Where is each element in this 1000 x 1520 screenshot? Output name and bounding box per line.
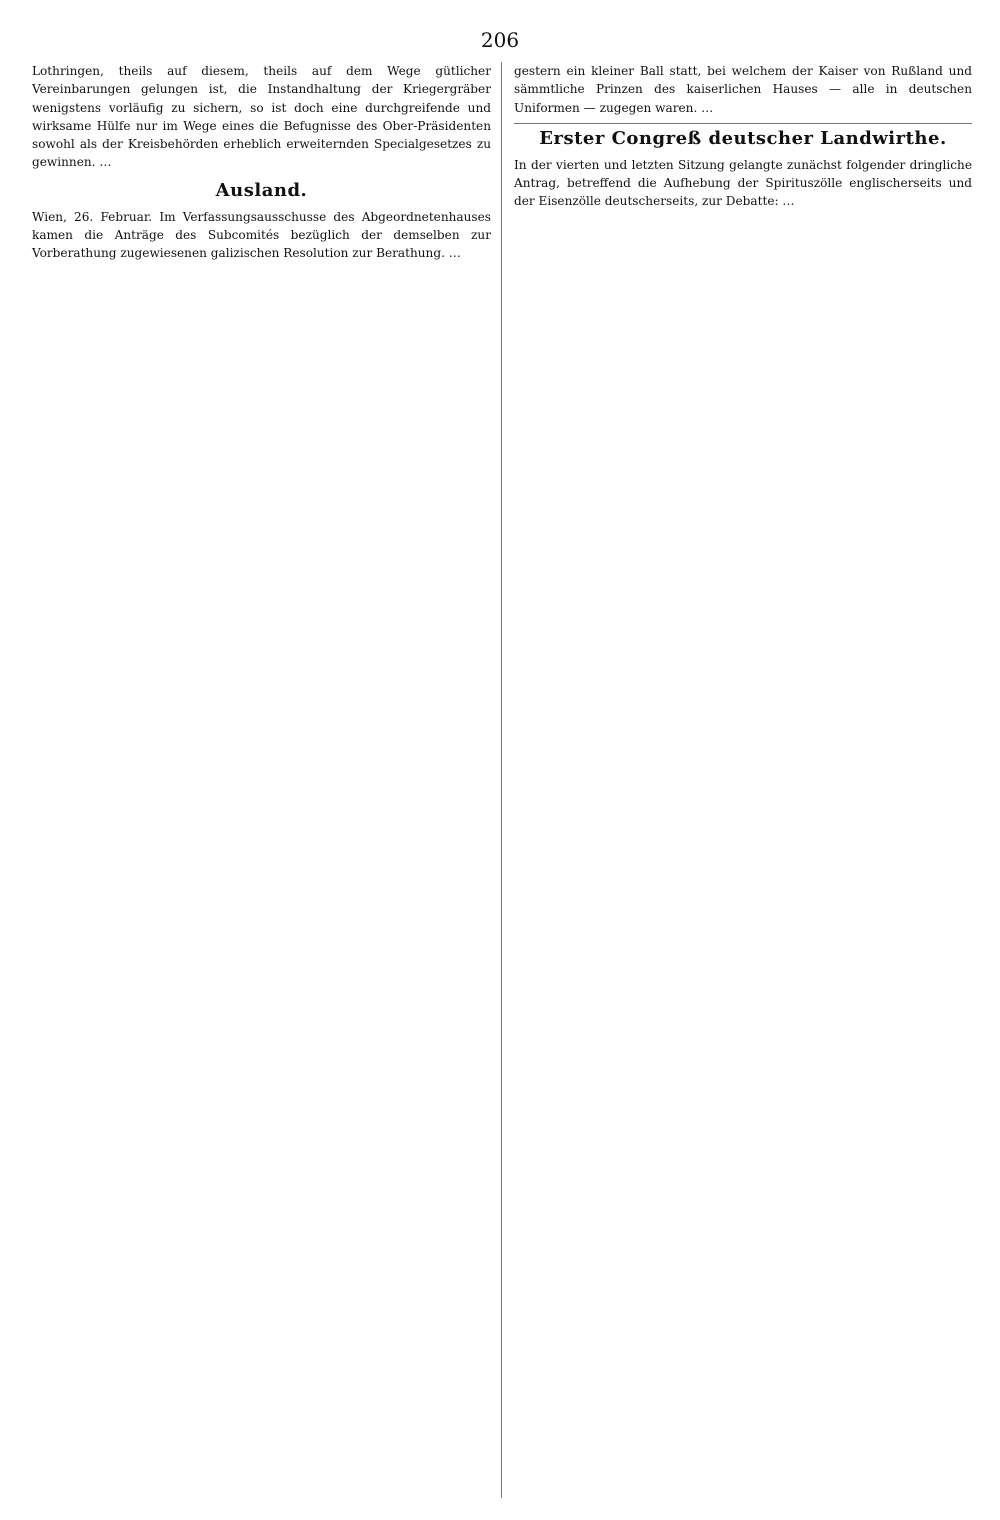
section-heading-congress: Erster Congreß deutscher Landwirthe. <box>514 123 972 152</box>
right-column <box>502 62 976 1498</box>
right-column-text-upper: gestern ein kleiner Ball statt, bei welchem der Kaiser von Rußland und sämmtliche Prinzen des kaiserlichen Hauses — alle in deutschen Uniformen — zugegen waren. … <box>514 64 976 115</box>
page-number: 206 <box>480 28 520 52</box>
left-column-text-lower: Wien, 26. Februar. Im Verfassungsausschusse des Abgeordnetenhauses kamen die Anträge des Subcomités bezüglich der demselben zur Vorberathung zugewiesenen galizischen Resolution zur Berathung. … <box>32 209 495 260</box>
left-column <box>32 62 502 1498</box>
section-heading-ausland: Ausland. <box>215 179 308 201</box>
two-column-body <box>32 62 974 1498</box>
right-column-text-lower: In der vierten und letzten Sitzung gelangte zunächst folgender dringliche Antrag, betreffend die Aufhebung der Spirituszölle englischerseits und der Eisenzölle deutscherseits, zur Debatte: … <box>514 157 976 209</box>
left-column-text-upper: Lothringen, theils auf diesem, theils auf dem Wege gütlicher Vereinbarungen gelungen ist, die Instandhaltung der Kriegergräber wenigstens vorläufig zu sichern, so ist doch eine durchgreifende und wirksame Hülfe nur im Wege eines die Befugnisse des Ober-Präsidenten sowohl als der Kreisbehörden erheblich erweiternden Specialgesetzes zu gewinnen. … <box>32 64 495 170</box>
